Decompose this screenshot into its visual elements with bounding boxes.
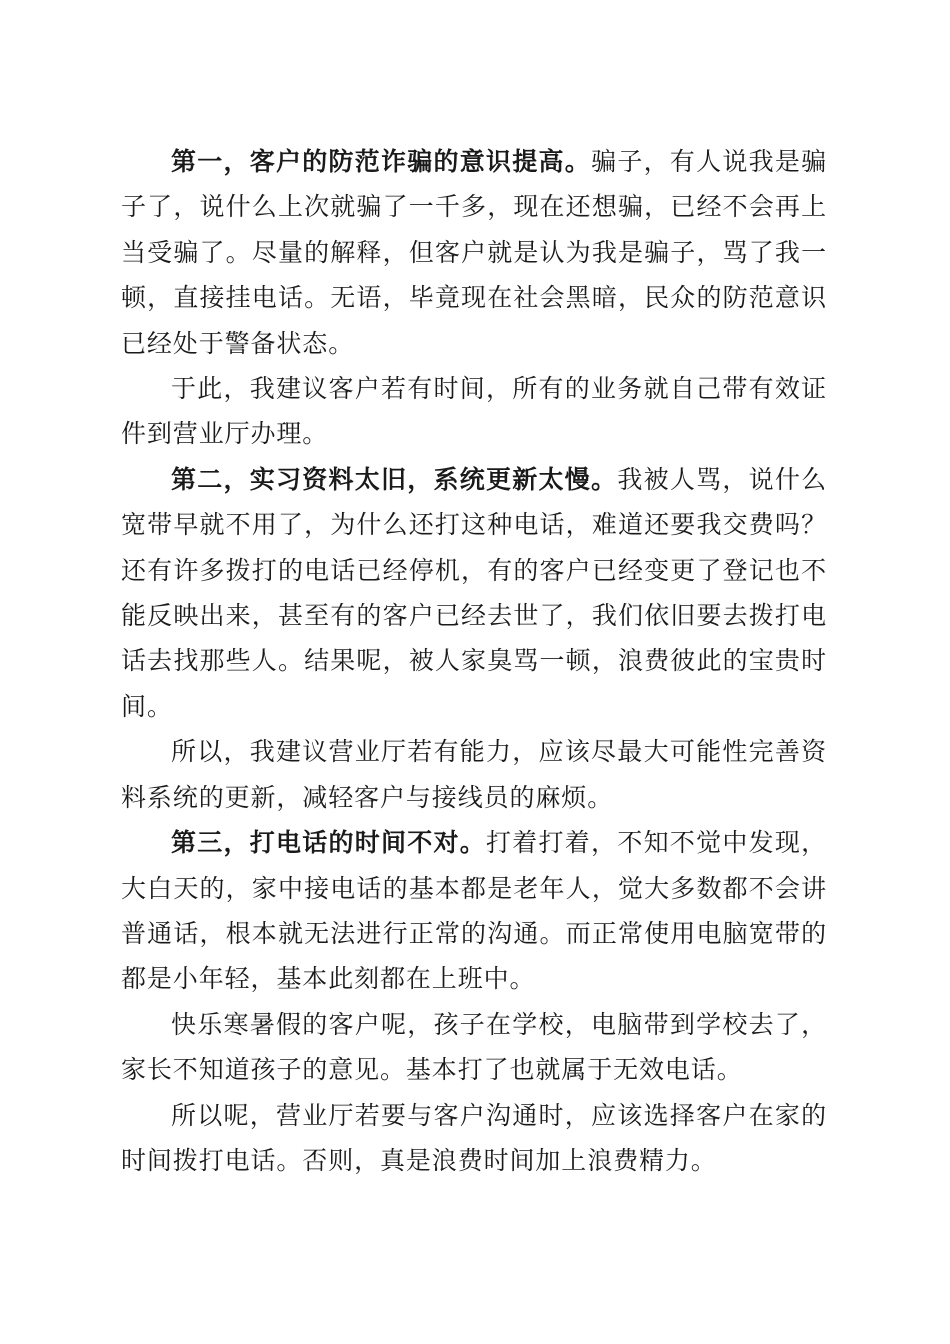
paragraph-7 [121, 1093, 827, 1184]
paragraph-5-text: 打着打着，不知不觉中发现，大白天的，家中接电话的基本都是老年人，觉大多数都不会讲普通话，根本就无法进行正常的沟通。而正常使用电脑宽带的都是小年轻，基本此刻都在上班中。 [121, 828, 827, 994]
paragraph-6-text: 快乐寒暑假的客户呢，孩子在学校，电脑带到学校去了，家长不知道孩子的意见。基本打了也就属于无效电话。 [121, 1009, 827, 1085]
paragraph-3 [121, 457, 827, 729]
paragraph-1-text: 骗子，有人说我是骗子了，说什么上次就骗了一千多，现在还想骗，已经不会再上当受骗了。尽量的解释，但客户就是认为我是骗子，骂了我一顿，直接挂电话。无语，毕竟现在社会黑暗，民众的防范意识已经处于警备状态。 [121, 147, 827, 358]
paragraph-7-text: 所以呢，营业厅若要与客户沟通时，应该选择客户在家的时间拨打电话。否则，真是浪费时间加上浪费精力。 [121, 1100, 827, 1175]
paragraph-3-heading: 第二，实习资料太旧，系统更新太慢。 [171, 464, 618, 494]
paragraph-4-text: 所以，我建议营业厅若有能力，应该尽最大可能性完善资料系统的更新，减轻客户与接线员的麻烦。 [121, 737, 827, 812]
paragraph-2 [121, 366, 827, 457]
paragraph-5-heading: 第三，打电话的时间不对。 [171, 828, 487, 858]
paragraph-5 [121, 820, 827, 1002]
paragraph-6 [121, 1002, 827, 1093]
paragraph-3-text: 我被人骂，说什么宽带早就不用了，为什么还打这种电话，难道还要我交费吗？还有许多拨打的电话已经停机，有的客户已经变更了登记也不能反映出来，甚至有的客户已经去世了，我们依旧要去拨打电话去找那些人。结果呢，被人家臭骂一顿，浪费彼此的宝贵时间。 [121, 464, 827, 721]
paragraph-4 [121, 729, 827, 820]
document-body [121, 139, 827, 1183]
paragraph-2-text: 于此，我建议客户若有时间，所有的业务就自己带有效证件到营业厅办理。 [121, 374, 827, 449]
paragraph-1 [121, 139, 827, 366]
paragraph-1-heading: 第一，客户的防范诈骗的意识提高。 [171, 147, 592, 176]
